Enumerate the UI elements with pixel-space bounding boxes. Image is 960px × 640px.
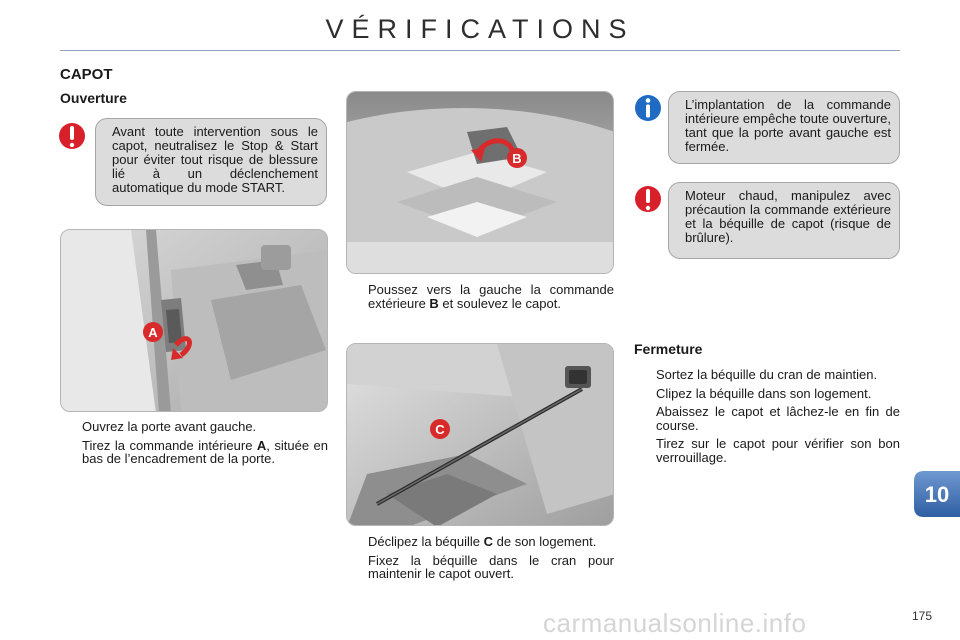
list-item: Tirez sur le capot pour vérifier son bon verrouillage.: [656, 436, 900, 465]
list-item: Abaissez le capot et lâchez-le en fin de course.: [656, 404, 900, 433]
page-number: 175: [912, 609, 933, 623]
list-item: Poussez vers la gauche la commande extérieure B et soulevez le capot.: [368, 282, 614, 311]
section-title: CAPOT: [60, 66, 113, 83]
list-item: Clipez la béquille dans son logement.: [656, 385, 872, 401]
photo-exterior-control: [346, 91, 614, 274]
photo-interior-control: [60, 229, 328, 412]
label-a: A: [148, 325, 158, 340]
hot-engine-warning: Moteur chaud, manipulez avec précaution la commande extérieure et la béquille de capot (risque de brûlure).: [668, 182, 900, 259]
list-item: Tirez la commande intérieure A, située en bas de l’encadrement de la porte.: [82, 437, 328, 466]
opening-steps-left: [60, 420, 328, 471]
closing-steps: [634, 368, 900, 469]
info-note: L’implantation de la commande intérieure empêche toute ouverture, tant que la porte avant gauche est fermée.: [668, 91, 900, 164]
chapter-tab: [914, 471, 960, 517]
hot-engine-warning-icon: [634, 183, 662, 215]
closing-title: Fermeture: [634, 341, 703, 357]
warning-icon: [58, 120, 86, 152]
list-item: Ouvrez la porte avant gauche.: [82, 419, 257, 434]
opening-steps-middle-top: [346, 283, 614, 315]
list-item: Sortez la béquille du cran de maintien.: [656, 367, 878, 382]
page-title: VÉRIFICATIONS: [325, 14, 635, 44]
label-c: C: [435, 422, 445, 437]
title-divider: [60, 50, 900, 51]
photo-bonnet-stay: [346, 343, 614, 526]
watermark: carmanualsonline.info: [543, 608, 807, 638]
list-item: Déclipez la béquille C de son logement.: [368, 534, 597, 549]
label-b: B: [512, 151, 522, 166]
list-item: Fixez la béquille dans le cran pour maintenir le capot ouvert.: [368, 552, 614, 581]
opening-steps-middle-bottom: [346, 535, 614, 586]
opening-title: Ouverture: [60, 90, 127, 106]
chapter-number: 10: [924, 482, 950, 507]
stop-start-warning: Avant toute intervention sous le capot, neutralisez le Stop & Start pour éviter tout risque de blessure lié à un déclenchement automatique du mode START.: [95, 118, 327, 206]
info-icon: [634, 92, 662, 124]
